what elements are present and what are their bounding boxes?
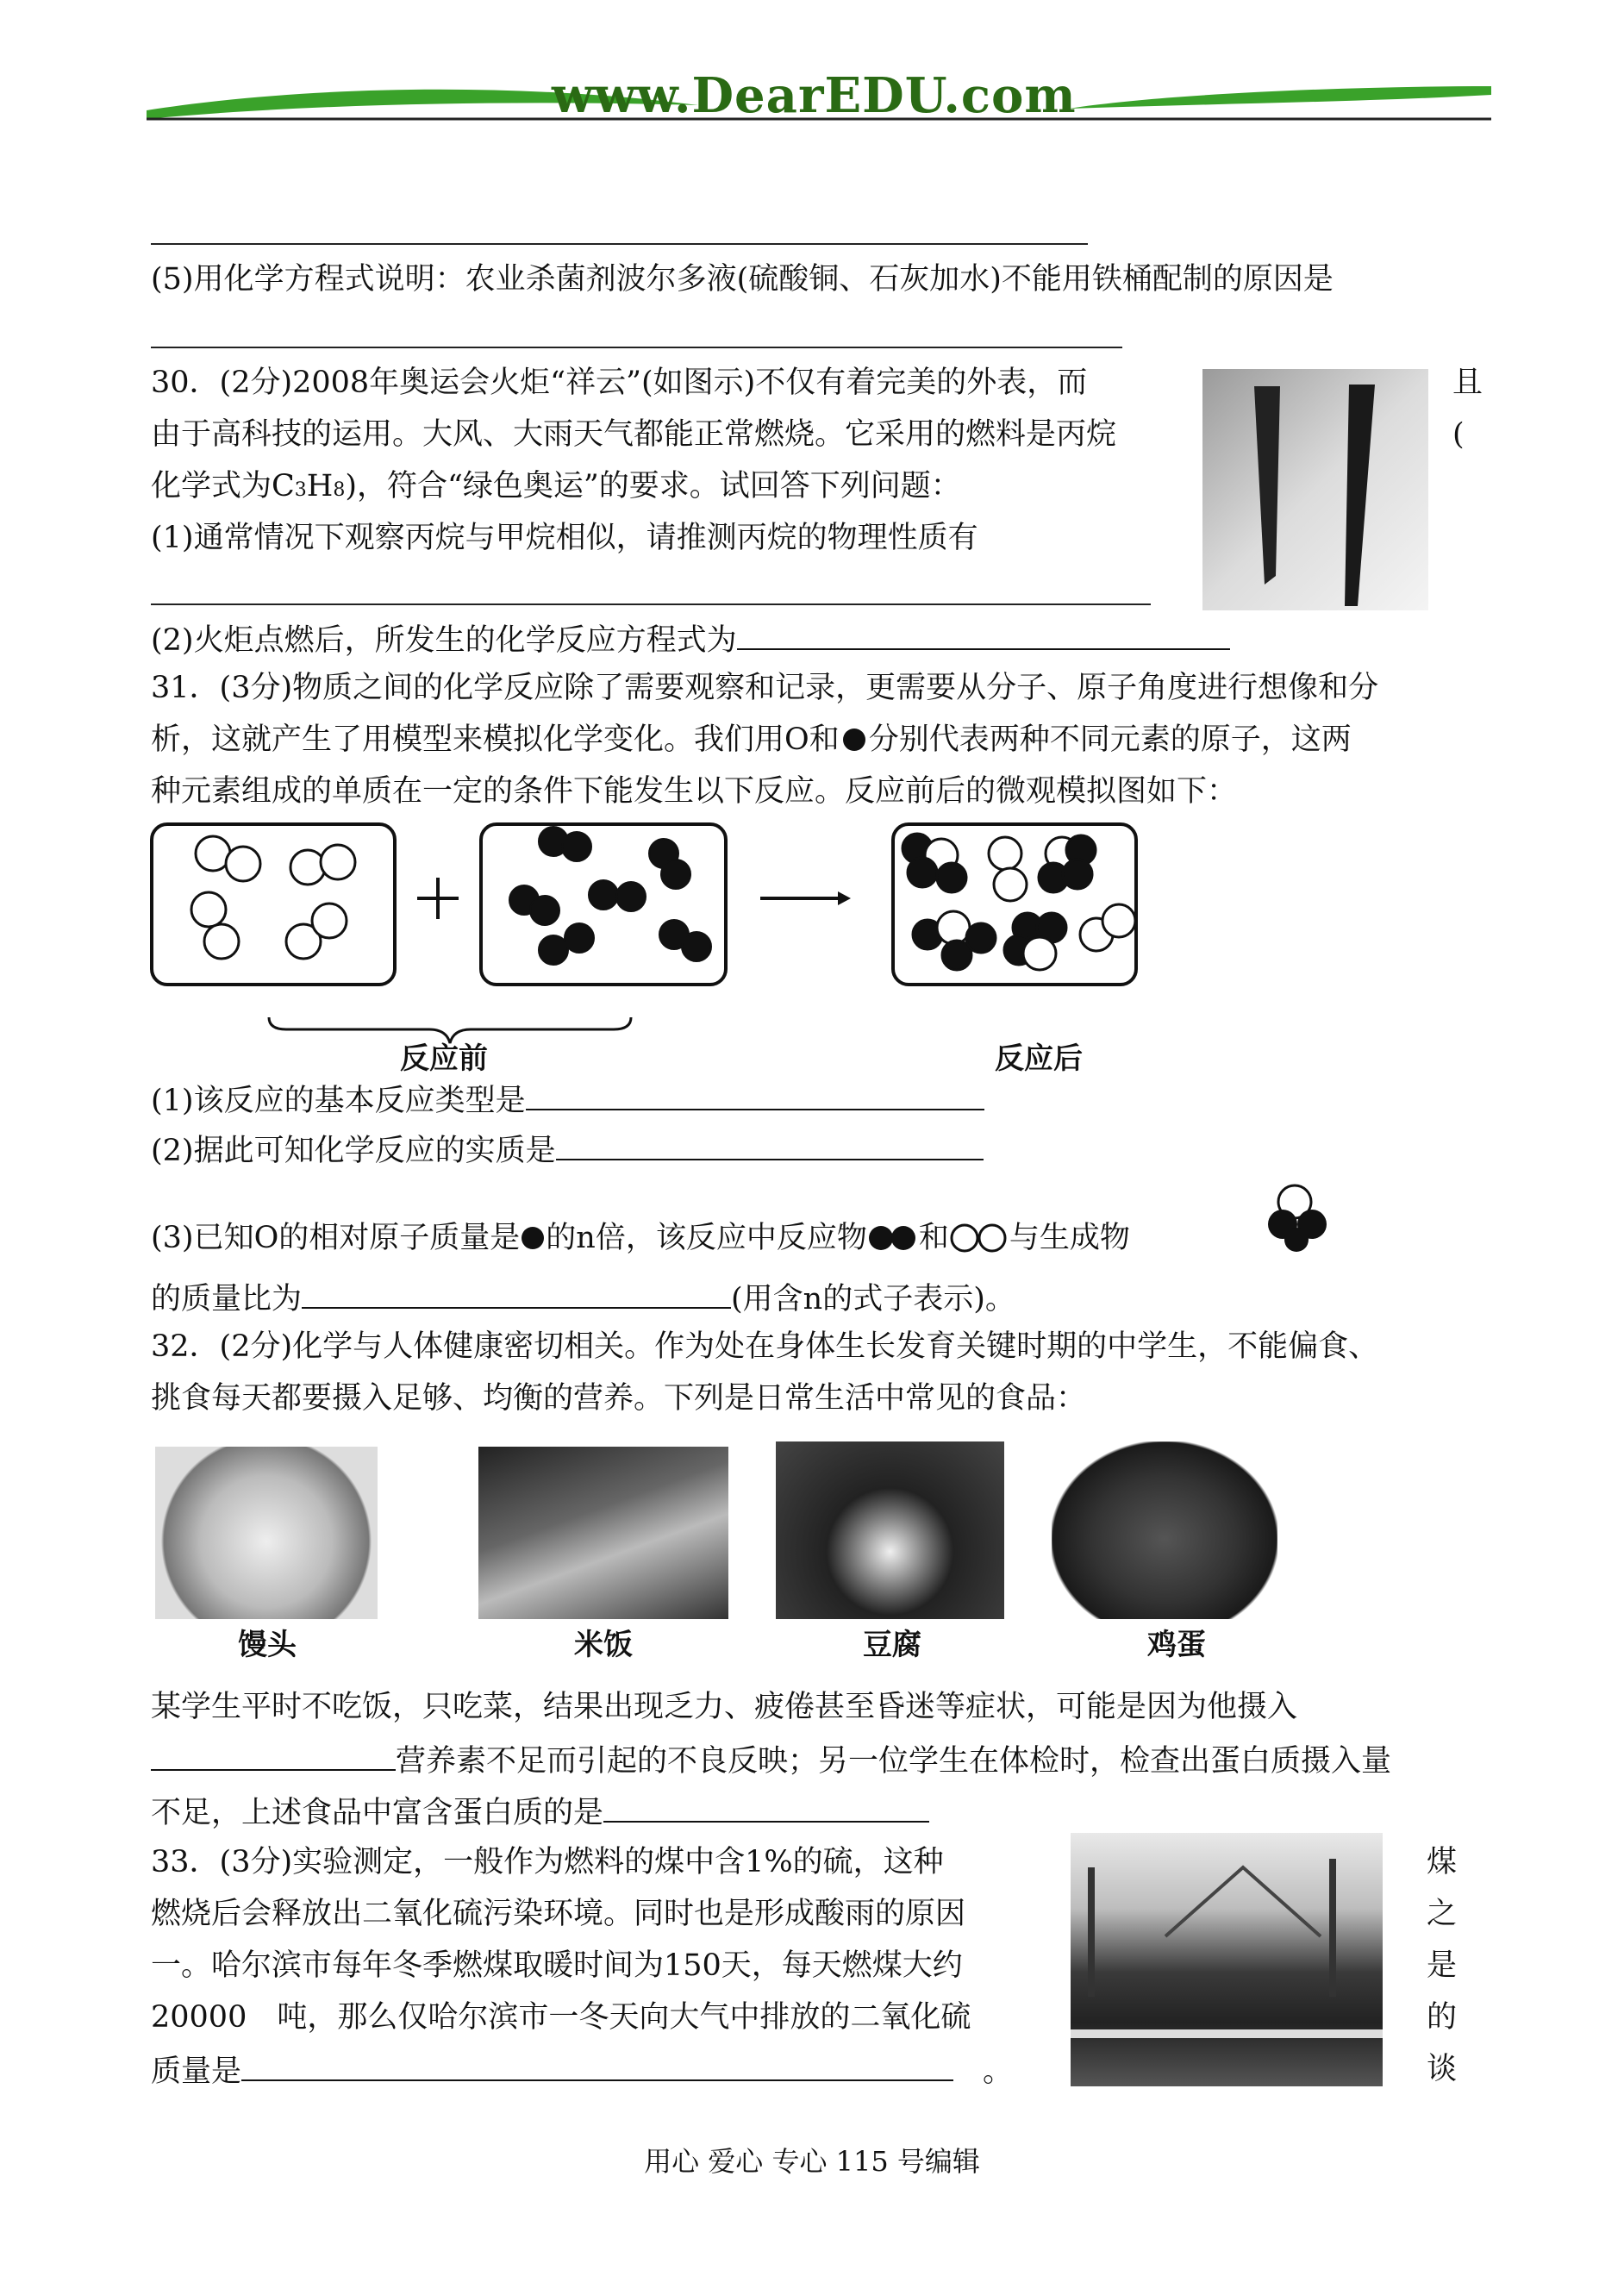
q33-line5-tail: 谈	[1427, 2052, 1458, 2086]
food-photo-rice	[478, 1447, 728, 1619]
q30-line1: 30．(2分)2008年奥运会火炬“祥云”(如图示)不仅有着完美的外表，而	[151, 366, 1088, 400]
food-label-4: 鸡蛋	[1147, 1628, 1206, 1662]
q30-line3: 化学式为C3H8)，符合“绿色奥运”的要求。试回答下列问题：	[151, 469, 961, 503]
q33-line1-tail: 煤	[1427, 1845, 1458, 1879]
food-photo-tofu	[776, 1441, 1004, 1619]
coal-smoke-photo	[1071, 1833, 1383, 2086]
product-molecule-icon	[1260, 1183, 1346, 1252]
q32-line1: 32．(2分)化学与人体健康密切相关。作为处在身体生长发育关键时期的中学生，不能偏食、	[151, 1329, 1379, 1364]
q32-line5: 不足，上述食品中富含蛋白质的是	[151, 1792, 929, 1832]
q31-part3: (3)已知O的相对原子质量是 的n倍，该反应中反应物 和 与生成物	[151, 1221, 1130, 1255]
q32-line3: 某学生平时不吃饭，只吃菜，结果出现乏力、疲倦甚至昏迷等症状，可能是因为他摄入	[151, 1690, 1298, 1724]
food-label-1: 馒头	[238, 1628, 297, 1662]
q30-line2: 由于高科技的运用。大风、大雨天气都能正常燃烧。它采用的燃料是丙烷	[151, 417, 1117, 452]
q33-line4-tail: 的	[1427, 2000, 1458, 2035]
q30-part2: (2)火炬点燃后，所发生的化学反应方程式为	[151, 619, 1230, 660]
food-photo-mantou	[155, 1447, 378, 1619]
q30-line2-tail: (	[1452, 417, 1465, 452]
q32-line4: 营养素不足而引起的不良反映；另一位学生在体检时，检查出蛋白质摄入量	[151, 1740, 1391, 1780]
footer-text: 用心 爱心 专心 115 号编辑	[644, 2145, 980, 2178]
q33-line2-tail: 之	[1427, 1897, 1458, 1931]
q31-line1: 31．(3分)物质之间的化学反应除了需要观察和记录，更需要从分子、原子角度进行想像和分	[151, 671, 1379, 705]
q33-line5: 质量是 。	[151, 2050, 1013, 2091]
q30-line1-tail: 且	[1452, 366, 1483, 400]
q33-line3: 一。哈尔滨市每年冬季燃煤取暖时间为150天，每天燃煤大约	[151, 1948, 963, 1983]
q33-line1: 33．(3分)实验测定，一般作为燃料的煤中含1%的硫，这种	[151, 1845, 944, 1879]
food-label-2: 米饭	[574, 1628, 633, 1662]
answer-line	[151, 243, 1088, 245]
food-label-3: 豆腐	[863, 1628, 921, 1662]
food-photo-eggs	[1052, 1441, 1277, 1619]
torch-photo	[1202, 369, 1428, 610]
q33-line4: 20000 吨，那么仅哈尔滨市一冬天向大气中排放的二氧化硫	[151, 2000, 971, 2035]
answer-line	[151, 603, 1151, 605]
q30-part1: (1)通常情况下观察丙烷与甲烷相似，请推测丙烷的物理性质有	[151, 521, 978, 555]
q31-line2: 析，这就产生了用模型来模拟化学变化。我们用O和 分别代表两种不同元素的原子，这两	[151, 722, 1352, 757]
label-before-reaction: 反应前	[400, 1041, 488, 1076]
answer-line	[151, 347, 1122, 348]
q31-part3-cont: 的质量比为 (用含n的式子表示)。	[151, 1278, 1015, 1318]
q33-line2: 燃烧后会释放出二氧化硫污染环境。同时也是形成酸雨的原因	[151, 1897, 966, 1931]
q33-line3-tail: 是	[1427, 1948, 1458, 1983]
q31-part1: (1)该反应的基本反应类型是	[151, 1079, 984, 1120]
label-after-reaction: 反应后	[995, 1041, 1083, 1076]
q32-line2: 挑食每天都要摄入足够、均衡的营养。下列是日常生活中常见的食品：	[151, 1381, 1087, 1416]
q29-part5: (5)用化学方程式说明：农业杀菌剂波尔多液(硫酸铜、石灰加水)不能用铁桶配制的原因是	[151, 262, 1334, 297]
q31-part2: (2)据此可知化学反应的实质是	[151, 1129, 984, 1170]
q31-line3: 种元素组成的单质在一定的条件下能发生以下反应。反应前后的微观模拟图如下：	[151, 774, 1238, 809]
site-logo-text: www.DearEDU.com	[552, 67, 1077, 124]
